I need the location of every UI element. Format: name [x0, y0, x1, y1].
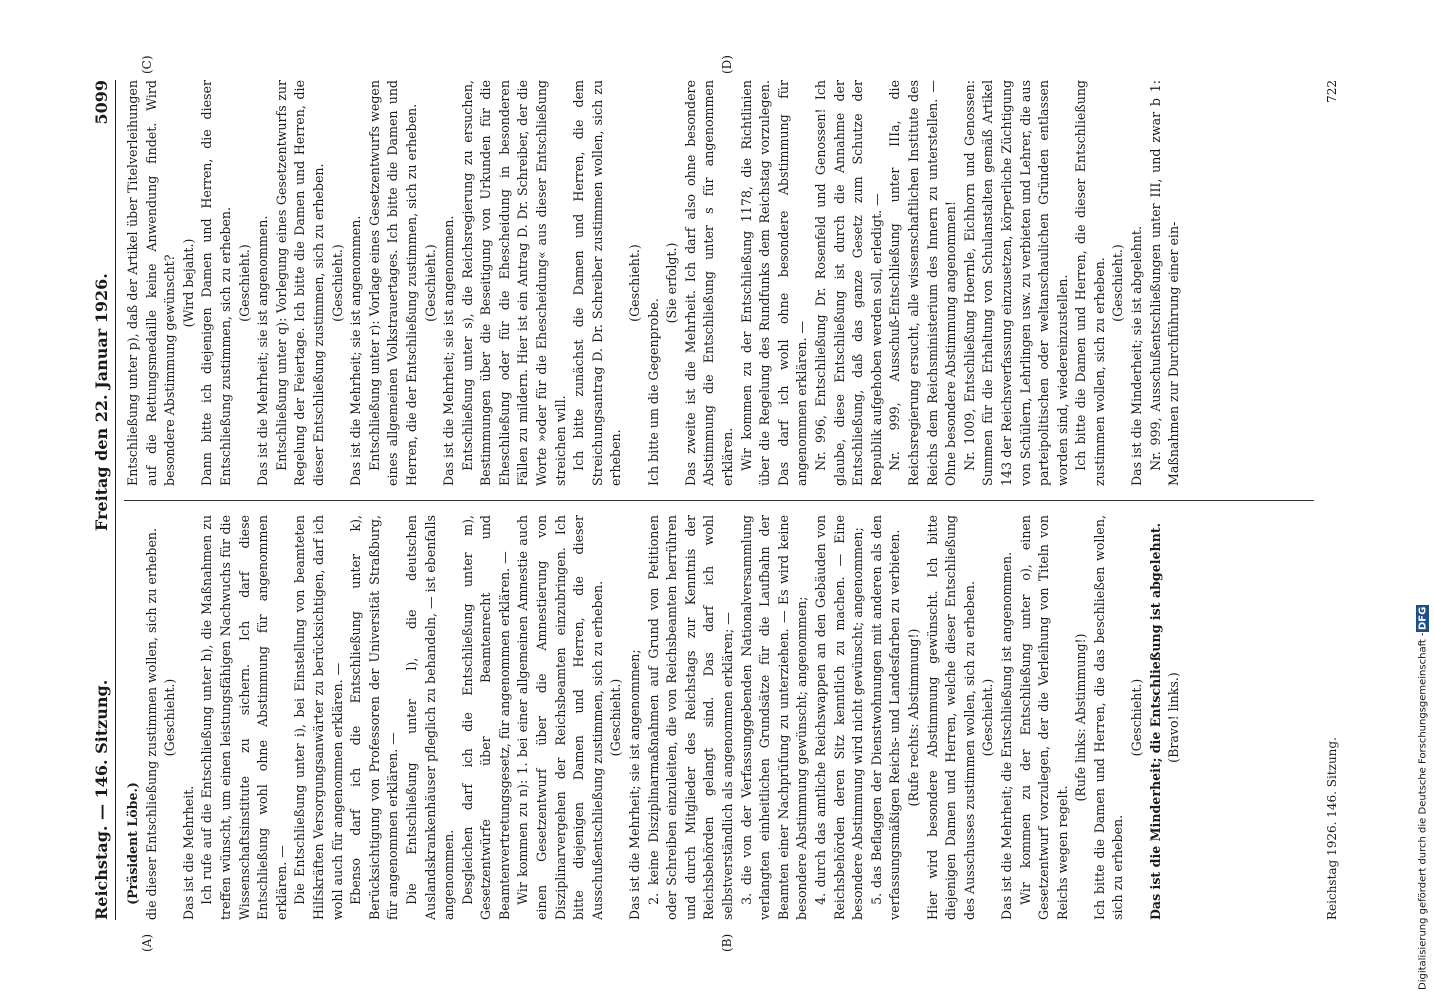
paragraph: Das ist die Minderheit; die Entschließung ist abgelehnt. — [1147, 522, 1163, 920]
rotated-document-page — [80, 55, 1370, 952]
stage-direction: (Bravo! links.) — [1166, 672, 1182, 763]
paragraph: Dann bitte ich diejenigen Damen und Herren, die dieser Entschließung zustimmen, sich zu erheben. — [199, 80, 233, 486]
dfg-logo: DFG — [1417, 607, 1429, 631]
paragraph: 2. keine Disziplinarmaßnahmen auf Grund von Petitionen oder Schreiben einzuleiten, die von Reichsbeamten herrühren und durch Mitglieder des Reichstags zur Kenntnis der Reichsbehörden gelangt sind. Das darf ich wohl selbstverständlich als angenommen erklären; — — [645, 515, 735, 920]
stage-direction: (Geschieht.) — [608, 678, 624, 757]
text-columns — [124, 80, 1314, 920]
page-number: 5099 — [92, 80, 111, 125]
margin-mark-d: (D) — [720, 55, 734, 74]
paragraph: Das ist die Mehrheit. — [180, 785, 196, 920]
paragraph: Das ist die Mehrheit; die Entschließung ist angenommen. — [998, 551, 1014, 920]
paragraph: Entschließung unter q): Vorlegung eines Gesetzentwurfs zur Regelung der Feiertage. Ich bitte die Damen und Herren, die dieser Entschließung zustimmen, sich zu erheben. — [273, 80, 326, 486]
stage-direction: (Rufe rechts: Abstimmung!) — [905, 628, 921, 807]
paragraph: Ich bitte zunächst die Damen und Herren, die dem Streichungsantrag D. Dr. Schreiber zustimmen wollen, sich zu erheben. — [571, 80, 624, 486]
stage-direction: (Geschieht.) — [422, 244, 438, 322]
paragraph: Das ist die Mehrheit; sie ist angenommen. — [255, 215, 271, 486]
paragraph: die dieser Entschließung zustimmen wollen, sich zu erheben. — [143, 527, 159, 920]
margin-mark-c: (C) — [140, 55, 154, 74]
paragraph: (Präsident Löbe.) — [125, 782, 140, 905]
paragraph: Entschließung unter s), die Reichsregierung zu ersuchen, Bestimmungen über die Beseitigung von Urkunden für die Eheschließung oder für die Ehescheidung in besonderen Fällen zu mildern. Hier ist ein Antrag D. Dr. Schreiber, der die Worte »oder für die Ehescheidung« aus dieser Entschließung streichen will. — [459, 80, 568, 486]
stage-direction: (Geschieht.) — [1110, 244, 1126, 322]
paragraph: Wir kommen zu der Entschließung unter o), einen Gesetzentwurf vorzulegen, der die Verleihung von Titeln von Reichs wegen regelt. — [1017, 515, 1070, 920]
paragraph: 3. die von der Verfassunggebenden Nationalversammlung verlangten einheitlichen Grundsätze für die Laufbahn der Beamten einer Nachprüfung zu unterziehen. — Es wird keine besondere Abstimmung gewünscht; angenommen; — [738, 515, 810, 920]
paragraph: Ich bitte die Damen und Herren, die dieser Entschließung zustimmen wollen, sich zu erheben. — [1073, 80, 1107, 486]
paragraph: Entschließung unter r): Vorlage eines Gesetzentwurfs wegen eines allgemeinen Volkstrauertages. Ich bitte die Damen und Herren, die der Entschließung zustimmen, sich zu erheben. — [366, 80, 419, 486]
paragraph: Nr. 996, Entschließung Dr. Rosenfeld und Genossen! Ich glaube, diese Entschließung ist durch die Annahme der Entschließung, daß das ganze Gesetz zum Schutze der Republik aufgehoben werden soll, erledigt. — — [812, 80, 884, 486]
stage-direction: (Geschieht.) — [329, 244, 345, 322]
paragraph: Nr. 999, Ausschuß-Entschließung unter IIIa, die Reichsregierung ersucht, alle wissenschaftlichen Institute des Reichs dem Reichsministerium des Innern zu unterstellen. — Ohne besondere Abstimmung angenommen! — [887, 80, 959, 486]
paragraph: Wir kommen zu der Entschließung 1178, die Richtlinien über die Regelung des Rundfunks dem Reichstag vorzulegen. Das darf ich wohl ohne besondere Abstimmung für angenommen erklären. — — [738, 80, 810, 486]
header-date: Freitag den 22. Januar 1926. — [92, 273, 111, 532]
stage-direction: (Geschieht.) — [627, 244, 643, 322]
digitization-credit — [1414, 10, 1432, 990]
signature-number: 722 — [1325, 80, 1339, 103]
paragraph: 4. durch das amtliche Reichswappen an den Gebäuden von Reichsbehörden deren Sitz kenntlich zu machen. — Eine besondere Abstimmung wird nicht gewünscht; angenommen; — [812, 515, 866, 920]
paragraph: Die Entschließung unter l), die deutschen Auslandskrankenhäuser pfleglich zu behandeln, — ist ebenfalls angenommen. — [403, 515, 457, 920]
running-head — [80, 80, 116, 920]
paragraph: Desgleichen darf ich die Entschließung unter m), Gesetzentwürfe über Beamtenrecht und Beamtenvertretungsgesetz, für angenommen erklären. — — [459, 515, 512, 920]
paragraph: Das ist die Mehrheit; sie ist angenommen. — [348, 215, 364, 486]
stage-direction: (Rufe links: Abstimmung!) — [1073, 633, 1089, 802]
stage-direction: (Geschieht.) — [162, 678, 178, 757]
margin-mark-b: (B) — [720, 933, 734, 952]
footer-left: Reichstag 1926. 146. Sitzung. — [1325, 737, 1339, 920]
paragraph: Nr. 999, Ausschußentschließungen unter III, und zwar b 1: Maßnahmen zur Durchführung einer ein- — [1147, 80, 1182, 486]
header-left: Reichstag. — 146. Sitzung. — [92, 679, 111, 920]
paragraph: Hier wird besondere Abstimmung gewünscht. Ich bitte diejenigen Damen und Herren, welche dieser Entschließung des Ausschusses zustimmen wollen, sich zu erheben. — [924, 515, 977, 920]
paragraph: Die Entschließung unter i), bei Einstellung von beamteten Hilfskräften Versorgungsanwärter zu berücksichtigen, darf ich wohl auch für angenommen erklären. — — [292, 515, 345, 920]
paragraph: Das ist die Mehrheit; sie ist angenommen. — [441, 215, 457, 486]
stage-direction: (Wird bejaht.) — [180, 238, 196, 328]
digitization-text: Digitalisierung gefördert durch die Deutsche Forschungsgemeinschaft - — [1417, 632, 1429, 990]
paragraph: Ich bitte um die Gegenprobe. — [645, 298, 661, 486]
stage-direction: (Geschieht.) — [1129, 678, 1145, 757]
stage-direction: (Geschieht.) — [236, 244, 252, 322]
paragraph: Ebenso darf ich die Entschließung unter k), Berücksichtigung von Professoren der Universität Straßburg, für angenommen erklären. — — [348, 515, 401, 920]
paragraph: Nr. 1009, Entschließung Hoernle, Eichhorn und Genossen: Summen für die Erhaltung von Schulanstalten gemäß Artikel 143 der Reichsverfassung einzusetzen, körperliche Züchtigung von Schülern, Lehrlingen usw. zu verbieten und Lehrer, die aus parteipolitischen oder weltanschaulichen Gründen entlassen worden sind, wiedereinzustellen. — [961, 80, 1070, 486]
paragraph: Das ist die Mehrheit; sie ist angenommen; — [627, 649, 643, 920]
paragraph: Wir kommen zu n): 1. bei einer allgemeinen Amnestie auch einen Gesetzentwurf über die Amnestierung von Disziplinarvergehen der Reichsbeamten einzubringen. Ich bitte diejenigen Damen und Herren, die dieser Ausschußentschließung zustimmen, sich zu erheben. — [515, 515, 605, 920]
paragraph: 5. das Beflaggen der Dienstwohnungen mit anderen als den verfassungsmäßigen Reichs- und Landesfarben zu verbieten. — [868, 515, 903, 920]
page-footer — [1325, 80, 1355, 920]
paragraph: Ich rufe auf die Entschließung unter h), die Maßnahmen zu treffen wünscht, um einen leistungsfähigen Nachwuchs für die Wissenschaftsinstitute zu sichern. Ich darf diese Entschließung wohl ohne Abstimmung für angenommen erklären. — — [199, 515, 289, 920]
margin-mark-a: (A) — [140, 933, 154, 952]
paragraph: Das zweite ist die Mehrheit. Ich darf also ohne besondere Abstimmung die Entschließung unter s für angenommen erklären. — [682, 80, 735, 486]
stage-direction: (Sie erfolgt.) — [664, 242, 680, 324]
stage-direction: (Geschieht.) — [980, 678, 996, 757]
right-column — [124, 80, 1314, 500]
paragraph: Das ist die Minderheit; sie ist abgelehnt. — [1129, 226, 1145, 486]
left-column — [124, 500, 1314, 920]
paragraph: Ich bitte die Damen und Herren, die das beschließen wollen, sich zu erheben. — [1091, 515, 1126, 920]
paragraph: Entschließung unter p), daß der Artikel über Titelverleihungen auf die Rettungsmedaille keine Anwendung findet. Wird besondere Abstimmung gewünscht? — [125, 80, 178, 486]
